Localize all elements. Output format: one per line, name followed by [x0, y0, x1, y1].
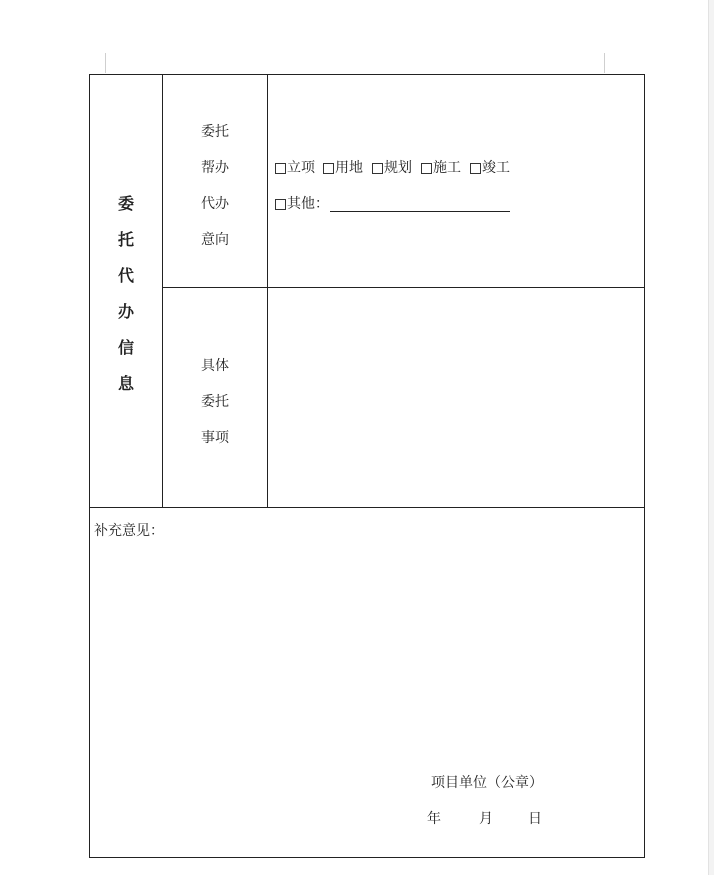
- side-title-char: 息: [117, 374, 134, 393]
- items-label-line: 事项: [201, 430, 229, 446]
- option-label: 规划: [384, 160, 412, 176]
- checkbox-icon[interactable]: [372, 163, 383, 174]
- option-label: 立项: [287, 160, 315, 176]
- page-corner-mark-right: [604, 53, 605, 73]
- side-title-char: 托: [117, 230, 134, 249]
- checkbox-icon[interactable]: [421, 163, 432, 174]
- intent-label: [163, 114, 267, 258]
- option-shigong[interactable]: [421, 159, 461, 177]
- date-month: 月: [479, 811, 493, 827]
- option-other[interactable]: [275, 195, 329, 213]
- intent-label-line: 委托: [201, 124, 229, 140]
- supplement-label: 补充意见：: [94, 523, 164, 539]
- intent-label-line: 帮办: [201, 160, 229, 176]
- checkbox-icon[interactable]: [275, 199, 286, 210]
- column-divider-2: [267, 74, 268, 508]
- option-label: 竣工: [482, 160, 510, 176]
- date-year: 年: [427, 811, 441, 827]
- option-label: 其他：: [287, 196, 329, 212]
- option-guihua[interactable]: [372, 159, 412, 177]
- side-title: [90, 186, 162, 402]
- row-divider-2: [89, 507, 645, 508]
- checkbox-icon[interactable]: [323, 163, 334, 174]
- option-lixiang[interactable]: [275, 159, 315, 177]
- date-day: 日: [528, 811, 542, 827]
- items-label: [163, 348, 267, 456]
- intent-label-line: 意向: [201, 232, 229, 248]
- side-title-char: 办: [117, 302, 134, 321]
- checkbox-icon[interactable]: [470, 163, 481, 174]
- checkbox-icon[interactable]: [275, 163, 286, 174]
- side-title-char: 委: [117, 194, 134, 213]
- option-label: 施工: [433, 160, 461, 176]
- other-fill-line[interactable]: [330, 211, 510, 212]
- option-yongdi[interactable]: [323, 159, 363, 177]
- items-label-line: 具体: [201, 358, 229, 374]
- option-jungong[interactable]: [470, 159, 510, 177]
- side-title-char: 代: [117, 266, 134, 285]
- row-divider-1: [162, 287, 645, 288]
- option-label: 用地: [335, 160, 363, 176]
- side-title-char: 信: [117, 338, 134, 357]
- vertical-scrollbar[interactable]: [708, 0, 714, 875]
- items-label-line: 委托: [201, 394, 229, 410]
- unit-seal-label: 项目单位（公章）: [431, 775, 543, 791]
- page-corner-mark-left: [105, 53, 106, 73]
- intent-label-line: 代办: [201, 196, 229, 212]
